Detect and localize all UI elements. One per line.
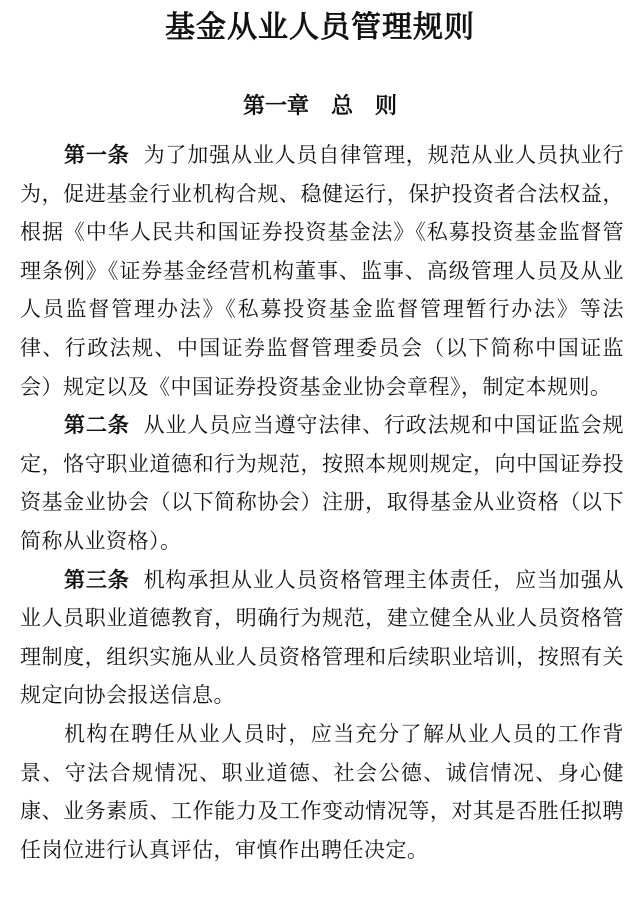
- document-body: [20, 136, 624, 869]
- article-label: 第二条: [64, 413, 130, 438]
- chapter-heading: 第一章 总 则: [242, 94, 397, 119]
- article-paragraph-2: [20, 406, 624, 560]
- article-text: 机构承担从业人员资格管理主体责任，应当加强从业人员职业道德教育，明确行为规范，建立健全从业人员资格管理制度，组织实施从业人员资格管理和后续职业培训，按照有关规定向协会报送信息。: [20, 567, 624, 708]
- article-label: 第一条: [64, 143, 130, 167]
- article-paragraph-3: [20, 561, 624, 715]
- article-label: 第三条: [64, 567, 130, 592]
- article-text: 为了加强从业人员自律管理，规范从业人员执业行为，促进基金行业机构合规、稳健运行，保护投资者合法权益，根据《中华人民共和国证券投资基金法》《私募投资基金监督管理条例》《证券基金经营机构董事、监事、高级管理人员及从业人员监督管理办法》《私募投资基金监督管理暂行办法》等法律、行政法规、中国证券监督管理委员会（以下简称中国证监会）规定以及《中国证券投资基金业协会章程》，制定本规则。: [20, 143, 624, 399]
- document-title: 基金从业人员管理规则: [165, 10, 475, 45]
- article-text: 从业人员应当遵守法律、行政法规和中国证监会规定，恪守职业道德和行为规范，按照本规则规定，向中国证券投资基金业协会（以下简称协会）注册，取得基金从业资格（以下简称从业资格）。: [20, 413, 624, 553]
- continuation-paragraph: 机构在聘任从业人员时，应当充分了解从业人员的工作背景、守法合规情况、职业道德、社会公德、诚信情况、身心健康、业务素质、工作能力及工作变动情况等，对其是否胜任拟聘任岗位进行认真评估，审慎作出聘任决定。: [20, 721, 624, 862]
- article-paragraph-1: [20, 136, 624, 406]
